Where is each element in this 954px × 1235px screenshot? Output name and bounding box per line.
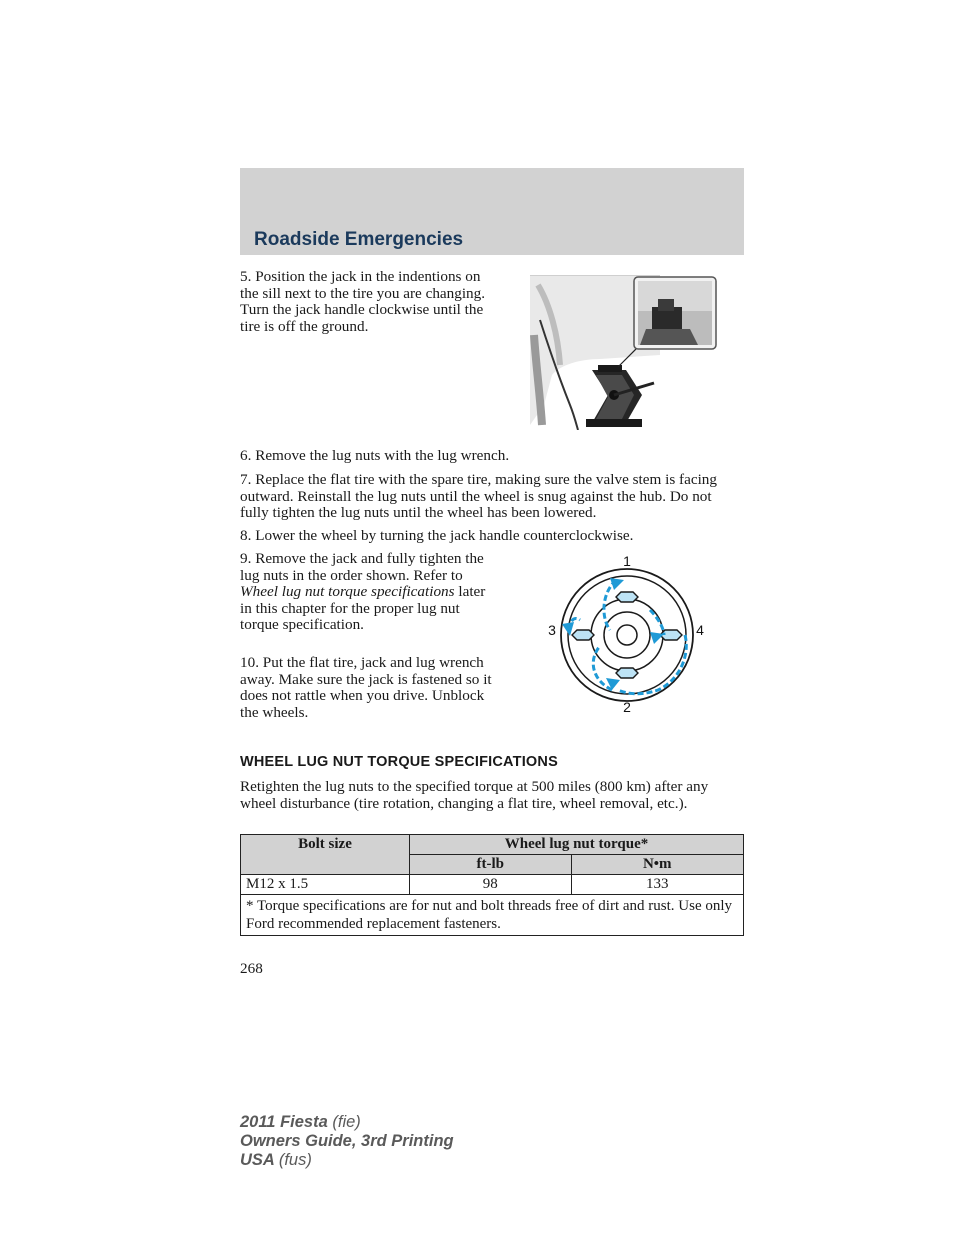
page-number: 268 [240,960,263,977]
step-10: 10. Put the flat tire, jack and lug wrench away. Make sure the jack is fastened so it does not rattle when you drive. Unblock the wheels. [240,654,492,721]
order-label-1: 1 [623,553,631,569]
order-label-2: 2 [623,699,631,715]
step-7: 7. Replace the flat tire with the spare tire, making sure the valve stem is facing outward. Reinstall the lug nuts until the wheel is snug against the hub. Do not fully tighten the lug nuts until the wheel has been lowered. [240,471,717,521]
header-unit-nm: N•m [571,855,743,875]
header-unit-ftlb: ft-lb [410,855,572,875]
cell-ftlb: 98 [410,875,572,895]
step-6: 6. Remove the lug nuts with the lug wrench. [240,447,510,464]
lug-nut-order-diagram [540,550,712,716]
step-9-reference: Wheel lug nut torque specifications [240,583,455,600]
order-label-4: 4 [696,622,704,638]
header-torque: Wheel lug nut torque* [410,835,744,855]
step-5: 5. Position the jack in the indentions on the sill next to the tire you are changing. Turn the jack handle clockwise until the tire is off the ground. [240,268,486,335]
step-9 [240,551,500,634]
page-title: Roadside Emergencies [254,229,464,250]
section-intro: Retighten the lug nuts to the specified torque at 500 miles (800 km) after any wheel disturbance (tire rotation, changing a flat tire, wheel removal, etc.). [240,778,709,812]
footer-guide: Owners Guide, 3rd Printing [240,1132,454,1150]
table-row [241,875,744,895]
footer-model-code: (fie) [332,1113,361,1131]
footer-model: 2011 Fiesta [240,1113,328,1131]
footer-imprint [240,1113,454,1170]
header-band [240,168,744,255]
step-9-text-end: later in this chapter for the proper lug nut torque specification. [240,583,486,633]
cell-nm: 133 [571,875,743,895]
table-footnote: * Torque specifications are for nut and bolt threads free of dirt and rust. Use only Ford recommended replacement fasteners. [241,895,744,936]
step-8: 8. Lower the wheel by turning the jack handle counterclockwise. [240,527,634,544]
cell-bolt: M12 x 1.5 [241,875,410,895]
jack-inset [634,277,716,349]
torque-spec-table [240,834,744,936]
jack-illustration [530,275,720,430]
step-9-text: 9. Remove the jack and fully tighten the lug nuts in the order shown. Refer to [240,550,484,584]
order-label-3: 3 [548,622,556,638]
footer-market-code: (fus) [278,1151,312,1169]
footer-market: USA [240,1151,275,1169]
section-heading: WHEEL LUG NUT TORQUE SPECIFICATIONS [240,754,558,770]
scissor-jack-icon [586,365,654,427]
header-bolt-size: Bolt size [241,835,410,875]
